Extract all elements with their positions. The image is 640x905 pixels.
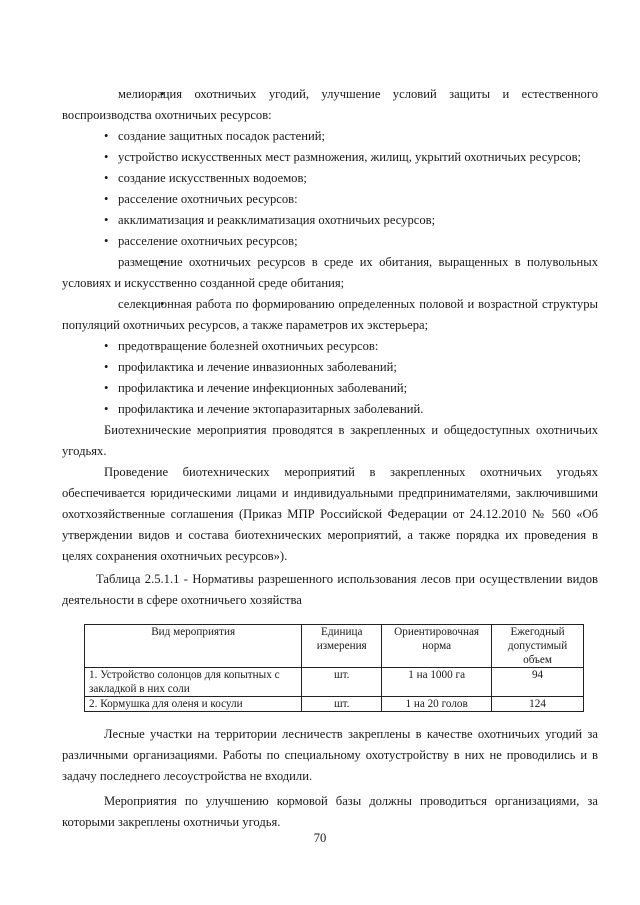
- table-cell: 1. Устройство солонцов для копытных с закладкой в них соли: [85, 668, 302, 697]
- list-item: • создание искусственных водоемов;: [62, 168, 598, 189]
- table-header-cell: Единица измерения: [302, 625, 382, 668]
- list-item: • профилактика и лечение эктопаразитарных заболеваний.: [62, 399, 598, 420]
- list-item: • устройство искусственных мест размножения, жилищ, укрытий охотничьих ресурсов;: [62, 147, 598, 168]
- table-header-cell: Ежегодный допустимый объем: [492, 625, 584, 668]
- table-cell: шт.: [302, 697, 382, 712]
- table-cell: 2. Кормушка для оленя и косули: [85, 697, 302, 712]
- table-header-cell: Ориентировочная норма: [382, 625, 492, 668]
- table-cell: шт.: [302, 668, 382, 697]
- list-item: • размещение охотничьих ресурсов в среде их обитания, выращенных в полувольных условиях и искусственно созданной среде обитания;: [62, 252, 598, 294]
- table-cell: 94: [492, 668, 584, 697]
- table-header-row: [85, 625, 584, 668]
- norms-table: [84, 624, 584, 712]
- table-caption: Таблица 2.5.1.1 - Нормативы разрешенного использования лесов при осуществлении видов деятельности в сфере охотничьего хозяйства: [62, 572, 598, 607]
- table-cell: 1 на 20 голов: [382, 697, 492, 712]
- table-cell: 1 на 1000 га: [382, 668, 492, 697]
- list-item: • создание защитных посадок растений;: [62, 126, 598, 147]
- list-item: • предотвращение болезней охотничьих ресурсов:: [62, 336, 598, 357]
- paragraph: Биотехнические мероприятия проводятся в закрепленных и общедоступных охотничьих угодьях.: [62, 423, 598, 458]
- table-row: [85, 668, 584, 697]
- body-text: [62, 84, 598, 611]
- list-item: • селекционная работа по формированию определенных половой и возрастной структуры популяций охотничьих ресурсов, а также параметров их экстерьера;: [62, 294, 598, 336]
- after-table-text: [62, 724, 598, 833]
- list-item: • профилактика и лечение инвазионных заболеваний;: [62, 357, 598, 378]
- list-item: • мелиорация охотничьих угодий, улучшение условий защиты и естественного воспроизводства охотничьих ресурсов:: [62, 84, 598, 126]
- list-item: • расселение охотничьих ресурсов:: [62, 189, 598, 210]
- page-number: 70: [313, 831, 327, 845]
- paragraph: Мероприятия по улучшению кормовой базы должны проводиться организациями, за которыми закреплены охотничьи угодья.: [62, 794, 598, 829]
- list-item: • акклиматизация и реакклиматизация охотничьих ресурсов;: [62, 210, 598, 231]
- paragraph: Проведение биотехнических мероприятий в закрепленных охотничьих угодьях обеспечивается юридическими лицами и индивидуальными предпринимателями, заключившими охотхозяйственные соглашения (Приказ МПР Российской Федерации от 24.12.2010 № 560 «Об утверждении видов и состава биотехнических мероприятий, а также порядка их проведения в целях сохранения охотничьих ресурсов»).: [62, 465, 598, 563]
- list-item: • профилактика и лечение инфекционных заболеваний;: [62, 378, 598, 399]
- list-item: • расселение охотничьих ресурсов;: [62, 231, 598, 252]
- paragraph: Лесные участки на территории лесничеств закреплены в качестве охотничьих угодий за различными организациями. Работы по специальному охотустройству в них не проводились и в задачу последнего лесоустройства не входили.: [62, 727, 598, 783]
- table-header-cell: Вид мероприятия: [85, 625, 302, 668]
- table-row: [85, 697, 584, 712]
- table-cell: 124: [492, 697, 584, 712]
